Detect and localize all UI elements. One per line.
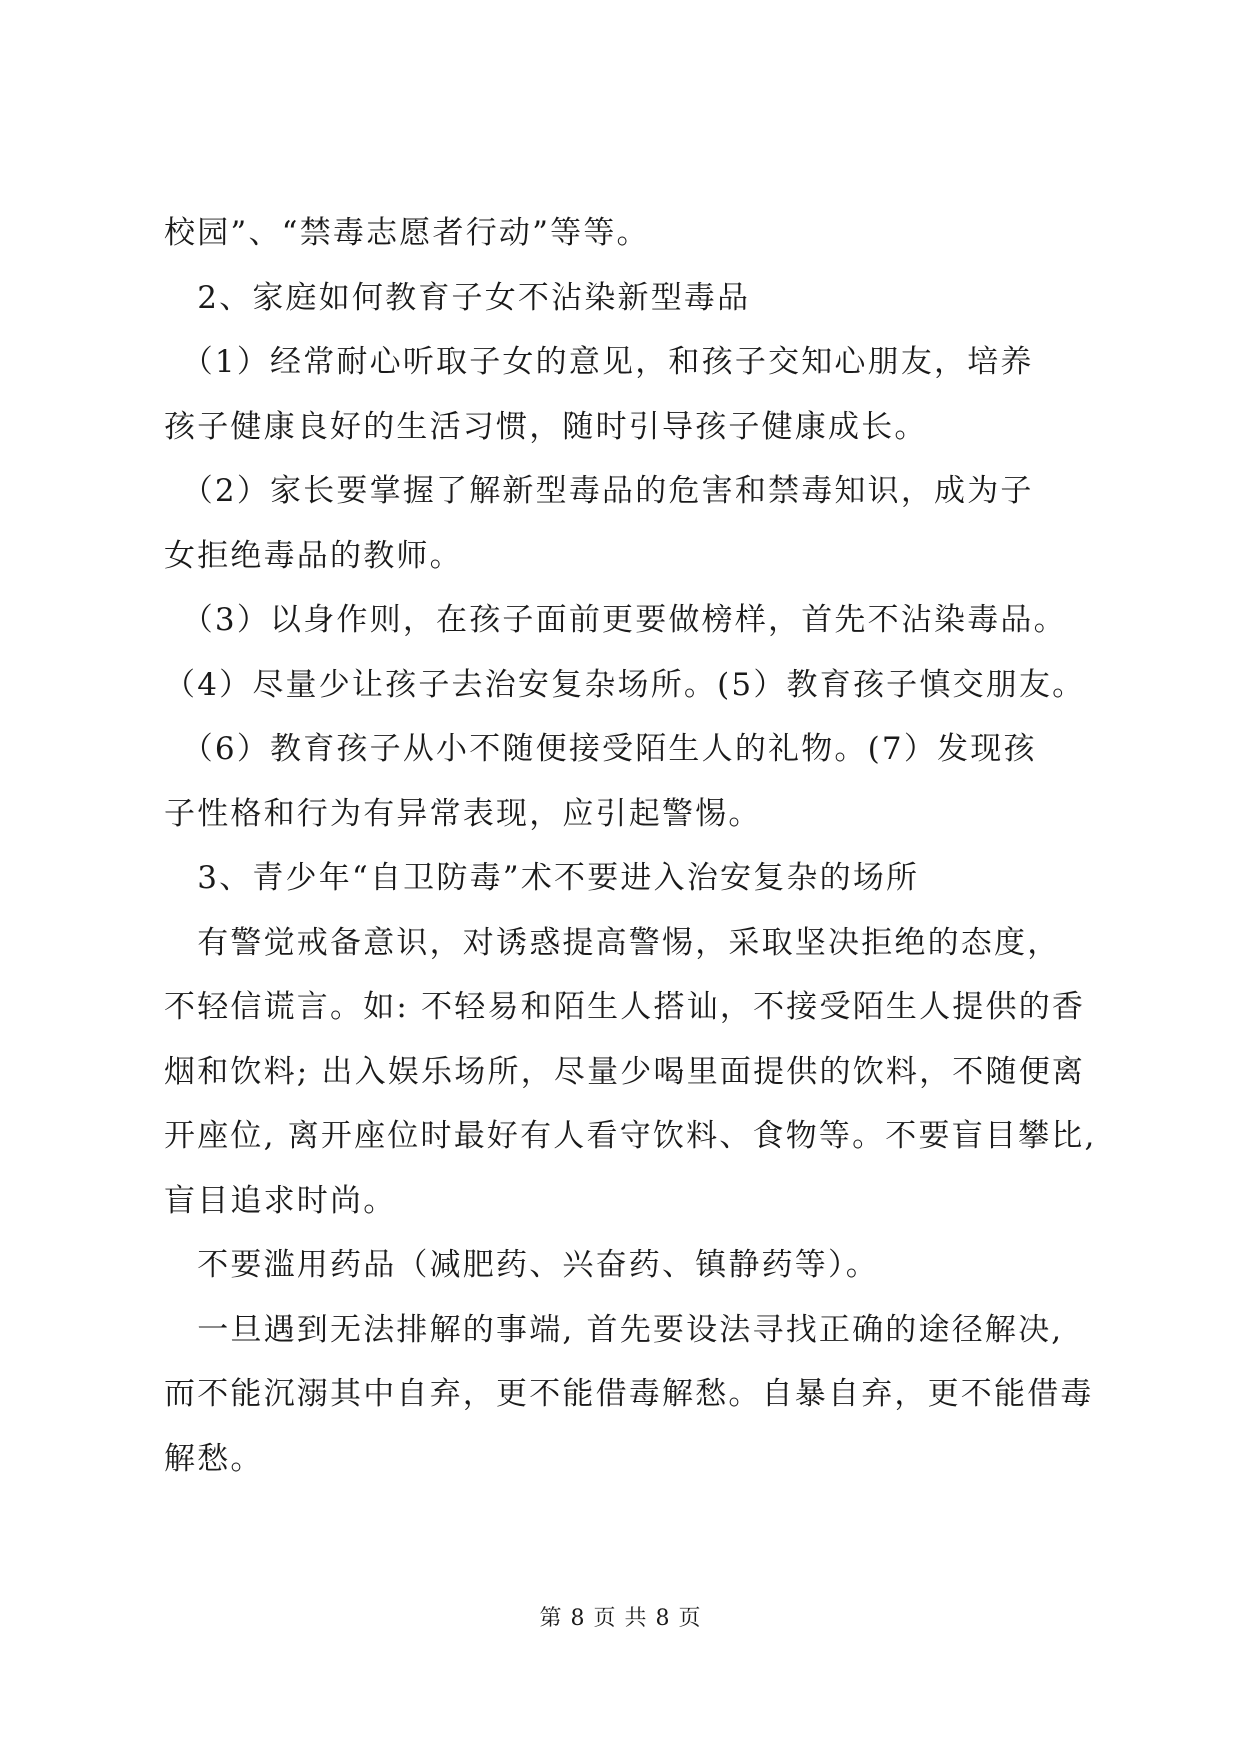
text-line-16: 盲目追求时尚。	[164, 1182, 397, 1219]
page-number-footer: 第 8 页 共 8 页	[539, 1606, 702, 1631]
text-line-4: 孩子健康良好的生活习惯，随时引导孩子健康成长。	[164, 408, 928, 445]
text-line-15: 开座位, 离开座位时最好有人看守饮料、食物等。不要盲目攀比,	[164, 1118, 1097, 1154]
text-line-10: 子性格和行为有异常表现，应引起警惕。	[164, 795, 762, 832]
text-line-3: （1）经常耐心听取子女的意见，和孩子交知心朋友，培养	[164, 344, 1034, 380]
text-line-19: 而不能沉溺其中自弃，更不能借毒解愁。自暴自弃，更不能借毒	[164, 1376, 1094, 1412]
text-line-17: 不要滥用药品（减肥药、兴奋药、镇静药等）。	[164, 1247, 879, 1283]
text-line-11: 3、青少年“自卫防毒”术不要进入治安复杂的场所	[164, 860, 920, 896]
text-line-14: 烟和饮料; 出入娱乐场所，尽量少喝里面提供的饮料，不随便离	[164, 1053, 1086, 1090]
text-line-5: （2）家长要掌握了解新型毒品的危害和禁毒知识，成为子	[164, 473, 1034, 509]
text-line-12: 有警觉戒备意识，对诱惑提高警惕，采取坚决拒绝的态度，	[164, 924, 1061, 961]
text-line-18: 一旦遇到无法排解的事端, 首先要设法寻找正确的途径解决,	[164, 1311, 1064, 1348]
text-line-20: 解愁。	[164, 1440, 264, 1477]
text-line-8: （4）尽量少让孩子去治安复杂场所。(5）教育孩子慎交朋友。	[164, 666, 1086, 703]
body-text	[164, 208, 1124, 1498]
text-line-2: 2、家庭如何教育子女不沾染新型毒品	[164, 279, 751, 316]
text-line-6: 女拒绝毒品的教师。	[164, 537, 463, 574]
text-line-1: 校园”、“禁毒志愿者行动”等等。	[164, 215, 650, 251]
text-line-9: （6）教育孩子从小不随便接受陌生人的礼物。(7）发现孩	[164, 731, 1037, 767]
text-line-7: （3）以身作则，在孩子面前更要做榜样，首先不沾染毒品。	[164, 602, 1067, 638]
text-line-13: 不轻信谎言。如: 不轻易和陌生人搭讪，不接受陌生人提供的香	[164, 989, 1086, 1025]
